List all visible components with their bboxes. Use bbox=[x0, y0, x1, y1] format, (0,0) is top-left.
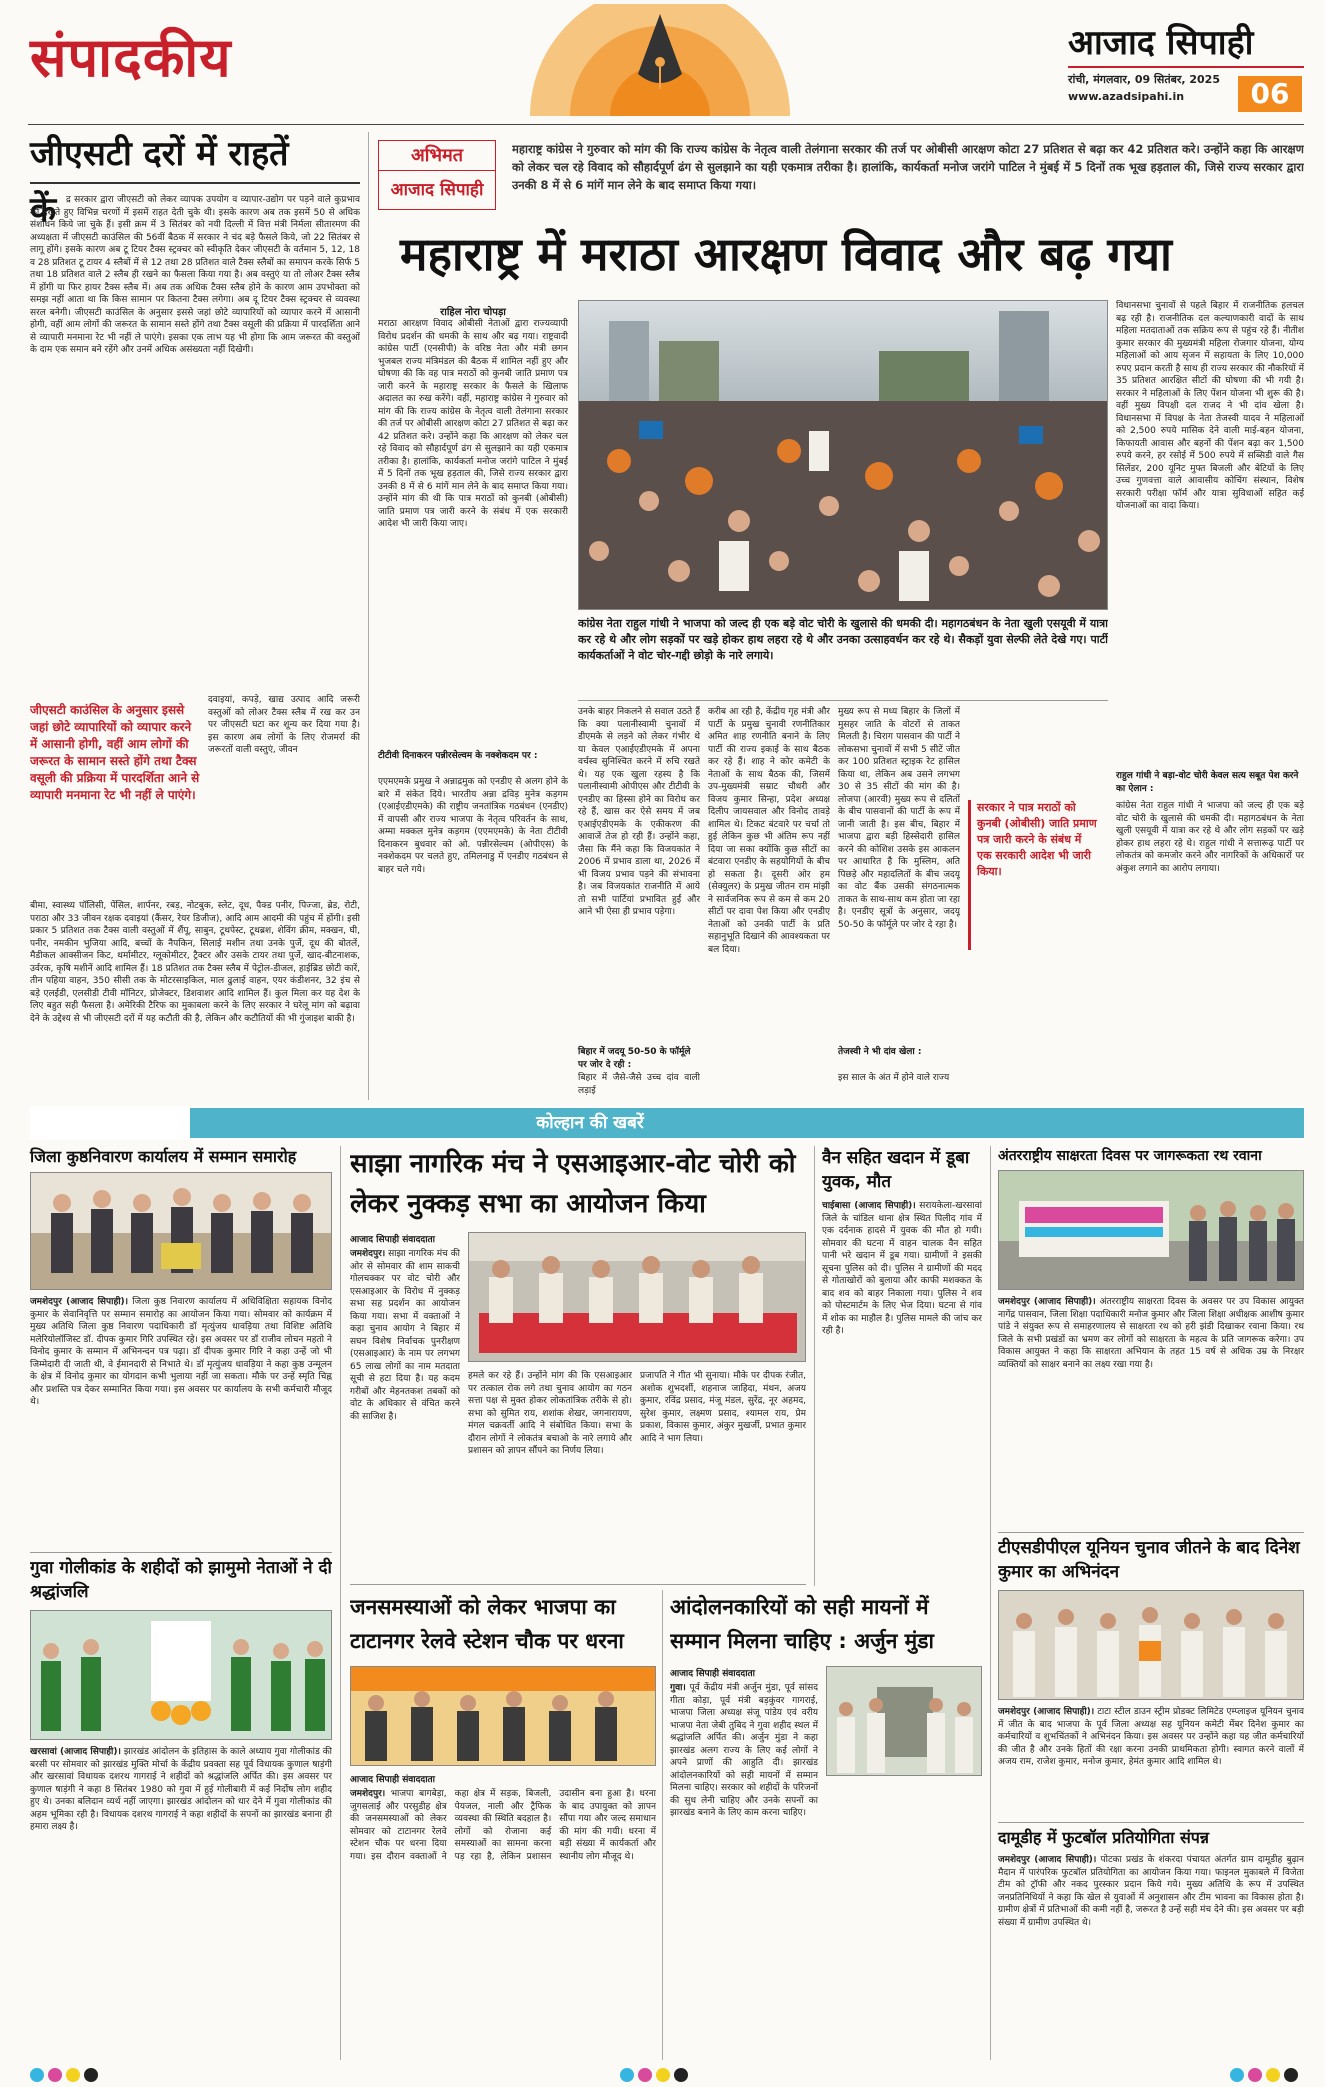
lead-byline bbox=[378, 300, 568, 319]
s1-headline: जिला कुष्ठनिवारण कार्यालय में सम्मान समारोह bbox=[30, 1147, 297, 1166]
s3-byline: आजाद सिपाही संवाददाता bbox=[350, 1235, 435, 1245]
s3-rule bbox=[350, 1584, 806, 1585]
s8-text: टाटा स्टील डाउन स्ट्रीम प्रोडक्ट लिमिटेड एम्प्लाइज यूनियन चुनाव में जीत के बाद भाजपा के पूर्व जिला अध्यक्ष सह यूनियन कमेटी मेंबर दिनेश कुमार का कर्मचारियों व शुभचिंतकों ने अभिनंदन किया। इस अवसर पर उन्होंने कहा यह जीत कर्मचारियों की जीत है और उनके हितों की रक्षा करना उनकी प्राथमिकता होगी। स्वागत करने वालों में अजय राम, राजेश कुमार, मनोज कुमार, हेमंत कुमार आदि शामिल थे। bbox=[998, 1707, 1304, 1767]
s6-headline: वैन सहित खदान में डूबा युवक, मौत bbox=[822, 1148, 970, 1192]
kolhan-divider-4 bbox=[662, 1590, 663, 2060]
byline-text: राहिल नोरा चोपड़ा bbox=[440, 307, 506, 318]
s4-photo-image bbox=[351, 1667, 656, 1766]
s1-body bbox=[30, 1296, 332, 1548]
s1-photo bbox=[30, 1172, 332, 1290]
footer-bar bbox=[0, 2064, 1325, 2084]
lead-col-3: करीब आ रही है, केंद्रीय गृह मंत्री और पार्टी के प्रमुख चुनावी रणनीतिकार अमित शाह रणनीति बनाने के लिए पार्टी की राज्य इकाई के साथ बैठक कर रहे हैं। शाह ने कोर कमेटी के नेताओं के साथ बैठक की, जिसमें उप-मुख्यमंत्री सम्राट चौधरी और विजय कुमार सिन्हा, प्रदेश अध्यक्ष दिलीप जायसवाल और विनोद तावड़े शामिल थे। टिकट बंटवारे पर चर्चा तो हुई लेकिन कुछ भी अंतिम रूप नहीं दिया जा सका क्योंकि कुछ सीटों का बंटवारा एनडीए के सहयोगियों के बीच हो सकता है। दूसरी ओर हम (सेक्युलर) के प्रमुख जीतन राम मांझी ने सार्वजनिक रूप से कम से कम 20 सीटों पर दावा पेश किया और एनडीए नेताओं को उनकी पार्टी के प्रति सहानुभूति दिखाने की आवश्यकता पर बल दिया। bbox=[708, 707, 830, 955]
opinion-label bbox=[378, 140, 496, 210]
lead-col-5: विधानसभा चुनावों से पहले बिहार में राजनीतिक हलचल बढ़ रही है। राजनीतिक दल कल्याणकारी वादों के साथ महिला मतदाताओं तक सक्रिय रूप से पहुंच रहे हैं। नीतीश कुमार सरकार की मुख्यमंत्री महिला रोजगार योजना, योग्य महिलाओं को आय सृजन में सहायता के लिए 10,000 रुपए प्रदान करती है साथ ही राज्य सरकार की नौकरियों में 35 प्रतिशत आरक्षित सीटों की घोषणा की भी गयी है। सरकार ने महिलाओं के लिए पेंशन योजना भी शुरू की है। वहीं मुख्य विपक्षी दल राजद ने भी दांव खेला है। विधानसभा में विपक्ष के नेता तेजस्वी यादव ने महिलाओं को 2,500 रुपये मासिक देने वाली माई-बहन योजना, किफायती आवास और बहनों की पेंशन बढ़ा कर 1,500 रुपये करने, हर रसोई में 500 रुपये में सब्सिडी वाले गैस सिलेंडर, 200 यूनिट मुफ्त बिजली और बेटियों के लिए उच्च गुणवत्ता वाले आवासीय कोचिंग संस्थान, विशेष सरकारी परीक्षा फॉर्म और यात्रा सुविधाओं सहित कई योजनाओं का वादा किया। bbox=[1116, 301, 1304, 511]
kolhan-divider-3 bbox=[990, 1146, 991, 2060]
s4-byline: आजाद सिपाही संवाददाता bbox=[350, 1775, 435, 1785]
s6-body bbox=[822, 1200, 982, 1580]
editorial-para-1: द्र सरकार द्वारा जीएसटी को लेकर व्यापक उपयोग व व्यापार-उद्योग पर पड़ने वाले कुप्रभाव को देखते हुए विभिन्न चरणों में इसमें राहत देती चुके थी। इसके कारण अब तक इसमें 50 से अधिक संशोधन किये जा चुके हैं। इसी क्रम में 3 सितंबर को नयी दिल्ली में वित्त मंत्री निर्मला सीतारमण की अध्यक्षता में जीएसटी काउंसिल की 56वीं बैठक में सरकार ने चंद बड़े फैसले किये, जो 22 सितंबर से लागू होंगे। इसके कारण अब टू टियर टैक्स स्ट्रक्चर को स्वीकृति देकर जीएसटी के वर्तमान 5, 12, 18 व 28 प्रतिशत टू टायर 4 स्लैबों में से 12 तथा 28 प्रतिशत वाले टैक्स स्लैबों का समापन करके सिर्फ 5 तथा 18 प्रतिशत वाले 2 स्लैब ही रखने का फैसला किया गया है। अब वस्तुएं या तो लोअर टैक्स स्लैब में होंगी या फिर हायर टैक्स स्लैब में। अब तक अधिक टैक्स स्लैब होने के कारण आम उपभोक्ता को समझ नहीं आता था कि किस सामान पर कितना टैक्स लगेगा। अब दू टियर टैक्स स्ट्रक्चर से व्यवस्था सरल बनेगी। जीएसटी काउंसिल के अनुसार इससे जहां छोटे व्यापारियों को व्यापार करने में आसानी होगी, वहीं आम लोगों की जरूरत के सामान सस्ते होंगे तथा टैक्स वसूली की प्रक्रिया में पारदर्शिता आने से व्यापारी मनमाना रेट भी नहीं ले पाएंगे। इसका एक लाभ यह भी होगा कि आम जरूरत की वस्तुओं के दाम एक समान बने रहेंगे और उनमें अधिक असंख्यता नहीं दिखेगी। bbox=[30, 195, 360, 355]
s2-dateline: खरसावां (आजाद सिपाही)। bbox=[30, 1747, 121, 1757]
editorial-divider bbox=[368, 132, 369, 1100]
s7-body bbox=[998, 1296, 1304, 1528]
s5-body bbox=[670, 1682, 818, 2060]
s8-body bbox=[998, 1706, 1304, 1818]
s6-text: सरायकेला-खरसावां जिले के चांडिल थाना क्षेत्र स्थित पिलीद गांव में एक दर्दनाक हादसे में युवक की मौत हो गयी। सोमवार की घटना में वाहन चालक वैन सहित पानी भरे खदान में डूब गया। ग्रामीणों ने इसकी सूचना पुलिस को दी। पुलिस ने ग्रामीणों की मदद से गोताखोरों को बुलाया और काफी मशक्कत के बाद शव को बाहर निकाला गया। पुलिस ने शव को पोस्टमार्टम के लिए भेज दिया। घटना से गांव में शोक का माहौल है। पुलिस मामले की जांच कर रही है। bbox=[822, 1201, 982, 1336]
reg-dot-cyan bbox=[1230, 2068, 1244, 2082]
rally-photo bbox=[578, 300, 1108, 610]
lead-col-4-sub: तेजस्वी ने भी दांव खेला : bbox=[838, 1047, 922, 1057]
s9-headline: दामूडीह में फुटबॉल प्रतियोगिता संपन्न bbox=[998, 1828, 1210, 1847]
lead-col-1-sub: टीटीवी दिनाकरन पन्नीरसेल्वम के नक्शेकदम पर : bbox=[378, 751, 538, 761]
s8-photo-image bbox=[999, 1591, 1304, 1700]
s4-headline: जनसमस्याओं को लेकर भाजपा का टाटानगर रेलवे स्टेशन चौक पर धरना bbox=[350, 1595, 624, 1653]
editorial-para-side: दवाइयां, कपड़े, खाद्य उत्पाद आदि जरूरी वस्तुओं को लोअर टैक्स स्लैब में रख कर उन पर जीएसटी घटा कर शून्य कर दिया गया है। इस कारण अब लोगों के लिए रोजमर्रा की जरूरतों वाली वस्तुएं, जीवन bbox=[208, 695, 360, 755]
lead-col-1b: एएमएमके प्रमुख ने अन्नाद्रमुक को एनडीए से अलग होने के बारे में संकेत दिये। भारतीय अन्ना द्रविड़ मुनेत्र कड़गम (एआईएडीएमके) की राष्ट्रीय जनतांत्रिक गठबंधन (एनडीए) में वापसी और राज्य भाजपा के नेतृत्व परिवर्तन के साथ, अम्मा मक्कल मुनेत्र कड़गम (एएमएमके) के नेता टीटीवी दिनाकरन बुधवार को ओ. पन्नीरसेल्वम (ओपीएस) के नक्शेकदम पर चलते हुए, तमिलनाडु में एनडीए गठबंधन से बाहर चले गये। bbox=[378, 777, 568, 875]
s7-dateline: जमशेदपुर (आजाद सिपाही)। bbox=[998, 1297, 1096, 1307]
s6-dateline: चाईबासा (आजाद सिपाही)। bbox=[822, 1201, 916, 1211]
s9-body bbox=[998, 1854, 1304, 2060]
page-number: 06 bbox=[1238, 76, 1302, 112]
editorial-title-rule bbox=[30, 182, 360, 184]
s4-body bbox=[350, 1788, 656, 2060]
kolhan-band-title: कोल्हान की खबरें bbox=[536, 1113, 644, 1133]
lead-col-1: मराठा आरक्षण विवाद ओबीसी नेताओं द्वारा राज्यव्यापी विरोध प्रदर्शन की धमकी के साथ और बढ़ गया। राष्ट्रवादी कांग्रेस पार्टी (एनसीपी) के वरिष्ठ नेता और मंत्री छगन भुजबल राज्य मंत्रिमंडल की बैठक में शामिल नहीं हुए और घोषणा की कि वह पात्र मराठों को कुनबी जाति प्रमाण पत्र जारी करने के महाराष्ट्र सरकार के फैसले के खिलाफ अदालत का रुख करेंगे। वहीं, महाराष्ट्र कांग्रेस ने गुरुवार को मांग की कि राज्य कांग्रेस के नेतृत्व वाली तेलंगाना सरकार की तर्ज पर ओबीसी आरक्षण कोटा 27 प्रतिशत से बढ़ा कर 42 प्रतिशत करे। उन्होंने कहा कि आरक्षण को लेकर चल रहे विवाद को सौहार्दपूर्ण ढंग से सुलझाने का यही एकमात्र तरीका है। हालांकि, कार्यकर्ता मनोज जरांगे पाटिल ने मुंबई में 5 दिनों तक भूख हड़ताल की, जिसे राज्य सरकार द्वारा उनकी 8 में से 6 मांगें मान लेने के बाद समाप्त किया गया। उन्होंने मांग की थी कि पात्र मराठों को कुनबी (ओबीसी) जाति प्रमाण पत्र जारी करने के संबंध में एक सरकारी आदेश भी जारी किया जाए। bbox=[378, 319, 568, 529]
s3-body-a bbox=[350, 1248, 460, 1578]
registration-marks-right bbox=[1230, 2067, 1302, 2086]
s1-text: जिला कुष्ठ निवारण कार्यालय में अधिविक्षिता सहायक विनोद कुमार के सेवानिवृत्ति पर सम्मान समारोह का आयोजन किया गया। सोमवार को कार्यक्रम में मुख्य अतिथि जिला कुष्ठ निवारण पदाधिकारी डॉ मृत्युंजय धावड़िया तथा विशिष्ट अतिथि मलेरियोलॉजिस्ट डॉ. दीपक कुमार गिरि उपस्थित रहे। इस अवसर पर डॉ राजीव लोचन महतो ने विनोद कुमार के सम्मान में अभिनन्दन पत्र पढ़ा। डॉ दीपक कुमार गिरि ने कहा उन्हें जो भी जिम्मेदारी दी जाती थी, वे ईमानदारी से निभाते थे। डॉ मृत्युंजय धावड़िया ने कहा कुष्ठ उन्मूलन के क्षेत्र में विनोद कुमार का योगदान कभी भुलाया नहीं जा सकता। मौके पर उन्हें स्मृति चिह्न और प्रशस्ति पत्र देकर सम्मानित किया गया। इस अवसर पर कार्यालय के सभी कर्मचारी मौजूद थे। bbox=[30, 1297, 332, 1407]
s4-text: भाजपा बागबेड़ा, जुगसलाई और परसुडीह क्षेत्र की जनसमस्याओं को लेकर सोमवार को टाटानगर रेलवे स्टेशन चौक पर धरना दिया गया। इस दौरान वक्ताओं ने कहा क्षेत्र में सड़क, बिजली, पेयजल, नाली और ट्रैफिक व्यवस्था की स्थिति बदहाल है। लोगों को रोजाना कई समस्याओं का सामना करना पड़ रहा है, लेकिन प्रशासन उदासीन बना हुआ है। धरना के बाद उपायुक्त को ज्ञापन सौंपा गया और जल्द समाधान की मांग की गयी। धरना में बड़ी संख्या में कार्यकर्ता और स्थानीय लोग मौजूद थे। bbox=[350, 1789, 656, 1862]
lead-col-5-sub: राहुल गांधी ने बड़ा-वोट चोरी केवल सत्य सबूत पेश करने का ऐलान : bbox=[1116, 771, 1299, 794]
s3-body-c: प्रजापति ने गीत भी सुनाया। मौके पर दीपक रंजीत, अशोक शुभदर्शी, शहनाज जाहिदा, मंथन, अजय कुमार, रविंद्र प्रसाद, मंजू मंडल, सुरेंद्र, नूर अहमद, सुरेश कुमार, लक्ष्मण प्रसाद, श्यामल राय, प्रेम प्रकाश, विकास कुमार, अंकुर मुखर्जी, प्रभात कुमार आदि ने भाग लिया। bbox=[640, 1371, 806, 1444]
editorial-title: जीएसटी दरों में राहतें bbox=[30, 134, 289, 174]
s3-photo-image bbox=[469, 1233, 806, 1362]
lead-intro: महाराष्ट्र कांग्रेस ने गुरुवार को मांग की कि राज्य कांग्रेस के नेतृत्व वाली तेलंगाना सरकार की तर्ज पर ओबीसी आरक्षण कोटा 27 प्रतिशत से बढ़ा कर 42 प्रतिशत करे। उन्होंने कहा कि आरक्षण को लेकर चल रहे विवाद को सौहार्दपूर्ण ढंग से सुलझाने का यही एकमात्र तरीका है। हालांकि, कार्यकर्ता मनोज जरांगे पाटिल ने मुंबई में 5 दिनों तक भूख हड़ताल की, जिसे राज्य सरकार द्वारा उनकी 8 में से 6 मांगें मान लेने के बाद समाप्त किया गया। bbox=[512, 142, 1304, 192]
s5-text: पूर्व केंद्रीय मंत्री अर्जुन मुंडा, पूर्व सांसद गीता कोड़ा, पूर्व मंत्री बड़कुंवर गागराई, भाजपा जिला अध्यक्ष संजू पांडेय एवं वरीय भाजपा नेता जेबी तुबिद ने गुवा शहीद स्थल में श्रद्धांजलि अर्पित की। अर्जुन मुंडा ने कहा झारखंड अलग राज्य के लिए कई लोगों ने अपने प्राणों की आहुति दी। झारखंड आंदोलनकारियों को सही मायनों में सम्मान मिलना चाहिए। सरकार को शहीदों के परिजनों की सुध लेनी चाहिए और उनके सपनों का झारखंड बनाने के लिए काम करना चाहिए। bbox=[670, 1683, 818, 1818]
s3-body-b: हमले कर रहे हैं। उन्होंने मांग की कि एसआइआर पर तत्काल रोक लगे तथा चुनाव आयोग का गठन सत्ता पक्ष से मुक्त होकर लोकतांत्रिक तरीके से हो। सभा को सुमित राय, शशांक शेखर, जगनारायण, मंगल चक्रवर्ती आदि ने संबोधित किया। सभा के दौरान लोगों ने लोकतंत्र बचाओ के नारे लगाये और प्रशासन को ज्ञापन सौंपने का निर्णय लिया। bbox=[468, 1371, 632, 1456]
kolhan-divider-2 bbox=[814, 1146, 815, 1586]
registration-marks-center bbox=[620, 2067, 692, 2086]
s7-rule bbox=[998, 1532, 1304, 1533]
lead-col-2-sub: बिहार में जदयू 50-50 के फॉर्मूले पर जोर दे रही : bbox=[578, 1047, 691, 1070]
reg-dot-black bbox=[674, 2068, 688, 2082]
s4-dateline: जमशेदपुर। bbox=[350, 1789, 386, 1799]
rally-photo-image bbox=[579, 301, 1108, 610]
caption-rule bbox=[578, 700, 1108, 701]
s5-photo-image bbox=[827, 1667, 982, 1776]
paper-name: आजाद सिपाही bbox=[1068, 23, 1254, 63]
website[interactable]: www.azadsipahi.in bbox=[1068, 90, 1185, 103]
reg-dot-magenta bbox=[1248, 2068, 1262, 2082]
s7-photo bbox=[998, 1170, 1304, 1290]
s2-photo-image bbox=[31, 1611, 332, 1740]
drop-cap: कें bbox=[30, 190, 57, 230]
reg-dot-black bbox=[1284, 2068, 1298, 2082]
s3-dateline: जमशेदपुर। bbox=[350, 1249, 386, 1259]
s5-headline: आंदोलनकारियों को सही मायनों में सम्मान मिलना चाहिए : अर्जुन मुंडा bbox=[670, 1595, 934, 1653]
s1-photo-image bbox=[31, 1173, 332, 1290]
lead-col-2: उनके बाहर निकलने से सवाल उठते हैं कि क्या पलानीस्वामी चुनावों में डीएमके से लड़ने को लेकर गंभीर थे या केवल एआईएडीएमके में अपना वर्चस्व सुनिश्चित करने में रुचि रखते थे। यह एक खुला रहस्य है कि पलानीस्वामी ओपीएस और टीटीवी के एनडीए का हिस्सा होने का विरोध कर रहे हैं, खास कर ऐसे समय में जब एआईएडीएमके के एकीकरण की आवाजें तेज हो रही हैं। उन्होंने कहा, जैसा कि मैंने कहा कि विजयकांत ने 2006 में प्रभाव डाला था, 2026 में भी विजय प्रभाव पड़ने की संभावना है। जब विजयकांत राजनीति में आये तो सभी पार्टियां प्रभावित हुईं और आने भी ऐसा ही प्रभाव पड़ेगा। bbox=[578, 707, 700, 917]
s7-text: अंतरराष्ट्रीय साक्षरता दिवस के अवसर पर उप विकास आयुक्त नागेंद्र पासवान, जिला शिक्षा पदाधिकारी मनोज कुमार और जिला शिक्षा अधीक्षक आशीष कुमार पांडे ने संयुक्त रूप से समाहरणालय से साक्षरता रथ को हरी झंडी दिखाकर रवाना किया। रथ जिले के सभी प्रखंडों का भ्रमण कर लोगों को साक्षरता के महत्व के प्रति जागरूक करेगा। उप विकास आयुक्त ने कहा कि साक्षरता अभियान के तहत 15 वर्ष से अधिक उम्र के निरक्षर व्यक्तियों को साक्षर बनाने का लक्ष्य रखा गया है। bbox=[998, 1297, 1304, 1370]
reg-dot-magenta bbox=[48, 2068, 62, 2082]
reg-dot-yellow bbox=[656, 2068, 670, 2082]
s9-text: पोटका प्रखंड के शंकरदा पंचायत अंतर्गत ग्राम दामूडीह बुढ़ान मैदान में पारंपरिक फुटबॉल प्रतियोगिता का आयोजन किया गया। फाइनल मुकाबले में विजेता टीम को ट्रॉफी और नकद पुरस्कार प्रदान किये गये। मुख्य अतिथि के रूप में उपस्थित जनप्रतिनिधियों ने कहा कि खेल से युवाओं में अनुशासन और टीम भावना का विकास होता है। ग्रामीण क्षेत्रों में प्रतिभाओं की कमी नहीं है, जरूरत है उन्हें सही मंच देने की। इस अवसर पर बड़ी संख्या में ग्रामीण उपस्थित थे। bbox=[998, 1855, 1304, 1928]
s8-headline: टीएसडीपीएल यूनियन चुनाव जीतने के बाद दिनेश कुमार का अभिनंदन bbox=[998, 1538, 1300, 1582]
reg-dot-yellow bbox=[66, 2068, 80, 2082]
s4-photo bbox=[350, 1666, 656, 1766]
lead-col-5b: कांग्रेस नेता राहुल गांधी ने भाजपा को जल्द ही एक बड़े वोट चोरी के खुलासे की धमकी दी। महागठबंधन के नेता खुली एसयूवी में यात्रा कर रहे थे और लोग सड़कों पर खड़े होकर हाथ लहरा रहे थे। राहुल गांधी ने सत्तारूढ़ पार्टी पर लोकतंत्र को कमजोर करने और नागरिकों के अधिकारों पर अंकुश लगाने का आरोप लगाया। bbox=[1116, 801, 1304, 874]
s1-dateline: जमशेदपुर (आजाद सिपाही)। bbox=[30, 1297, 129, 1307]
s2-headline: गुवा गोलीकांड के शहीदों को झामुमो नेताओं ने दी श्रद्धांजलि bbox=[30, 1558, 332, 1602]
masthead bbox=[0, 0, 1325, 120]
editorial-column bbox=[30, 132, 360, 1100]
header-divider bbox=[28, 124, 1304, 125]
opinion-label-top: अभिमत bbox=[379, 141, 495, 171]
s3-text-a: साझा नागरिक मंच की ओर से सोमवार की शाम साकची गोलचक्कर पर वोट चोरी और एसआइआर के विरोध में नुक्कड़ सभा सह प्रदर्शन का आयोजन किया गया। सभा में वक्ताओं ने कहा चुनाव आयोग ने बिहार में सघन विशेष निर्वाचक पुनरीक्षण (एसआइआर) के नाम पर लगभग 65 लाख लोगों का नाम मतदाता सूची से हटा दिया है। यह कदम गरीबों और मेहनतकश तबकों को वोट के अधिकार से वंचित करने की साजिश है। bbox=[350, 1249, 460, 1422]
lead-col-4: मुख्य रूप से मध्य बिहार के जिलों में मुसहर जाति के वोटरों से ताकत मिलती है। चिराग पासवान की पार्टी ने लोकसभा चुनावों में सभी 5 सीटें जीत कर 100 प्रतिशत स्ट्राइक रेट हासिल किया था, लेकिन अब उसने लगभग 30 से 35 सीटों की मांग की है। लोजपा (आरवी) मुख्य रूप से दलितों के बीच पासवानों की पार्टी के रूप में जानी जाती है। इस बीच, बिहार में भाजपा द्वारा बड़ी हिस्सेदारी हासिल करने की कोशिश उसके इस आकलन पर आधारित है कि मुस्लिम, अति पिछड़े और महादलितों के बीच जदयू का वोट बैंक उसकी संगठनात्मक ताकत के साथ-साथ कम होता जा रहा है। एनडीए सूत्रों के अनुसार, जदयू 50-50 के फॉर्मूले पर जोर दे रहा है। bbox=[838, 707, 960, 930]
s2-photo bbox=[30, 1610, 332, 1740]
date-line: रांची, मंगलवार, 09 सितंबर, 2025 bbox=[1068, 73, 1220, 86]
kolhan-band bbox=[30, 1106, 1304, 1140]
editorial-para-2: बीमा, स्वास्थ्य पॉलिसी, पेंसिल, शार्पनर, रबड़, नोटबुक, स्लेट, दूध, पैक्ड पनीर, पिज्जा, ब्रेड, रोटी, पराठा और 33 जीवन रक्षक दवाइयां (कैंसर, रेयर डिजीज), आदि आम आदमी की पहुंच में होंगी। इसी प्रकार 5 प्रतिशत तक टैक्स वाली वस्तुओं में शैंपू, साबुन, टूथपेस्ट, टूथब्रश, शेविंग क्रीम, मक्खन, घी, पनीर, नमकीन भुजिया आदि, बच्चों के नैपकिन, सिलाई मशीन तथा उनके पुर्जे, दूध की बोतलें, मैडीकल आक्सीजन किट, थर्मामीटर, ग्लूकोमीटर, ट्रैक्टर और उसके टायर तथा पुर्जे, खाद-बीटनाशक, उर्वरक, कृषि मशीनें आदि शामिल हैं। 18 प्रतिशत तक टैक्स स्लैब में पेट्रोल-डीजल, हाईब्रिड छोटी कारें, तीन पहिया वाहन, 350 सीसी तक के मोटरसाइकिल, माल ढुलाई वाहन, एयर कंडीशनर, 32 इंच से बड़े एलईडी, एलसीडी टीवी मॉनिटर, प्रोजेक्टर, डिशवाशर आदि शामिल हैं। कुल मिला कर यह देश के लिए बहुत सही फैसला है। अमेरिकी टैरिफ का मुकाबला करने के लिए सरकार ने घरेलू मांग को बढ़ावा देने के उद्देश्य से भी जीएसटी दरों में यह कटौती की है, लेकिन और कटौतियों की भी गुंजाइश बाकी है। bbox=[30, 901, 360, 1024]
s3-photo bbox=[468, 1232, 806, 1362]
s8-rule bbox=[998, 1822, 1304, 1823]
reg-dot-cyan bbox=[30, 2068, 44, 2082]
s3-headline: साझा नागरिक मंच ने एसआइआर-वोट चोरी को लेकर नुक्कड़ सभा का आयोजन किया bbox=[350, 1149, 796, 1219]
reg-dot-magenta bbox=[638, 2068, 652, 2082]
kolhan-divider-1 bbox=[340, 1146, 341, 2060]
s7-photo-image bbox=[999, 1171, 1304, 1290]
s8-dateline: जमशेदपुर (आजाद सिपाही)। bbox=[998, 1707, 1095, 1717]
pen-nib-emblem bbox=[510, 4, 810, 119]
lead-headline: महाराष्ट्र में मराठा आरक्षण विवाद और बढ़ गया bbox=[400, 227, 1172, 281]
reg-dot-cyan bbox=[620, 2068, 634, 2082]
s2-text: झारखंड आंदोलन के इतिहास के काले अध्याय गुवा गोलीकांड की बरसी पर सोमवार को झारखंड मुक्ति मोर्चा के केंद्रीय प्रवक्ता सह पूर्व विधायक कुणाल षाड़ंगी और खरसावां विधायक दशरथ गागराई ने शहीदों को श्रद्धांजलि अर्पित की। इस अवसर पर कुणाल षाड़ंगी ने कहा 8 सितंबर 1980 को गुवा में हुई गोलीबारी में कई निर्दोष लोग शहीद हुए थे। उनका बलिदान व्यर्थ नहीं जाएगा। झारखंड आंदोलन को धार देने में गुवा गोलीकांड की अहम भूमिका रही है। विधायक दशरथ गागराई ने कहा शहीदों के सपनों का झारखंड बनाना ही हमारा लक्ष्य है। bbox=[30, 1747, 332, 1832]
s8-photo bbox=[998, 1590, 1304, 1700]
opinion-label-bottom: आजाद सिपाही bbox=[390, 180, 484, 200]
section-title: संपादकीय bbox=[30, 26, 232, 89]
lead-col-2b: बिहार में जैसे-जैसे उच्च दांव वाली लड़ाई bbox=[578, 1073, 700, 1096]
rally-photo-caption: कांग्रेस नेता राहुल गांधी ने भाजपा को जल्द ही एक बड़े वोट चोरी के खुलासे की धमकी दी। महागठबंधन के नेता खुली एसयूवी में यात्रा कर रहे थे और लोग सड़कों पर खड़े होकर हाथ लहरा रहे थे और उनका उत्साहवर्धन कर रहे थे। सैकड़ों युवा सेल्फी लेते देखे गए। पार्टी कार्यकर्ताओं ने वोट चोर-गद्दी छोड़ो के नारे लगाये। bbox=[578, 617, 1108, 662]
s2-body bbox=[30, 1746, 332, 2060]
s9-dateline: जमशेदपुर (आजाद सिपाही)। bbox=[998, 1855, 1097, 1865]
editorial-pullquote: जीएसटी काउंसिल के अनुसार इससे जहां छोटे व्यापारियों को व्यापार करने में आसानी होगी, वहीं आम लोगों की जरूरत के सामान सस्ते होंगे तथा टैक्स वसूली की प्रक्रिया में पारदर्शिता आने से व्यापारी मनमाना रेट भी नहीं ले पाएंगे। bbox=[30, 703, 200, 802]
s7-headline: अंतरराष्ट्रीय साक्षरता दिवस पर जागरूकता रथ रवाना bbox=[998, 1148, 1262, 1164]
s5-photo bbox=[826, 1666, 982, 1776]
lead-sidenote: सरकार ने पात्र मराठों को कुनबी (ओबीसी) जाति प्रमाण पत्र जारी करने के संबंध में एक सरकारी आदेश भी जारी किया। bbox=[968, 800, 1098, 950]
reg-dot-yellow bbox=[1266, 2068, 1280, 2082]
lead-col-4b: इस साल के अंत में होने वाले राज्य bbox=[838, 1073, 950, 1083]
registration-marks-left bbox=[30, 2067, 102, 2086]
header-rule bbox=[1068, 66, 1304, 68]
reg-dot-black bbox=[84, 2068, 98, 2082]
s1-rule bbox=[30, 1552, 332, 1553]
s5-byline: आजाद सिपाही संवाददाता bbox=[670, 1669, 755, 1679]
s5-dateline: गुवा। bbox=[670, 1683, 686, 1693]
